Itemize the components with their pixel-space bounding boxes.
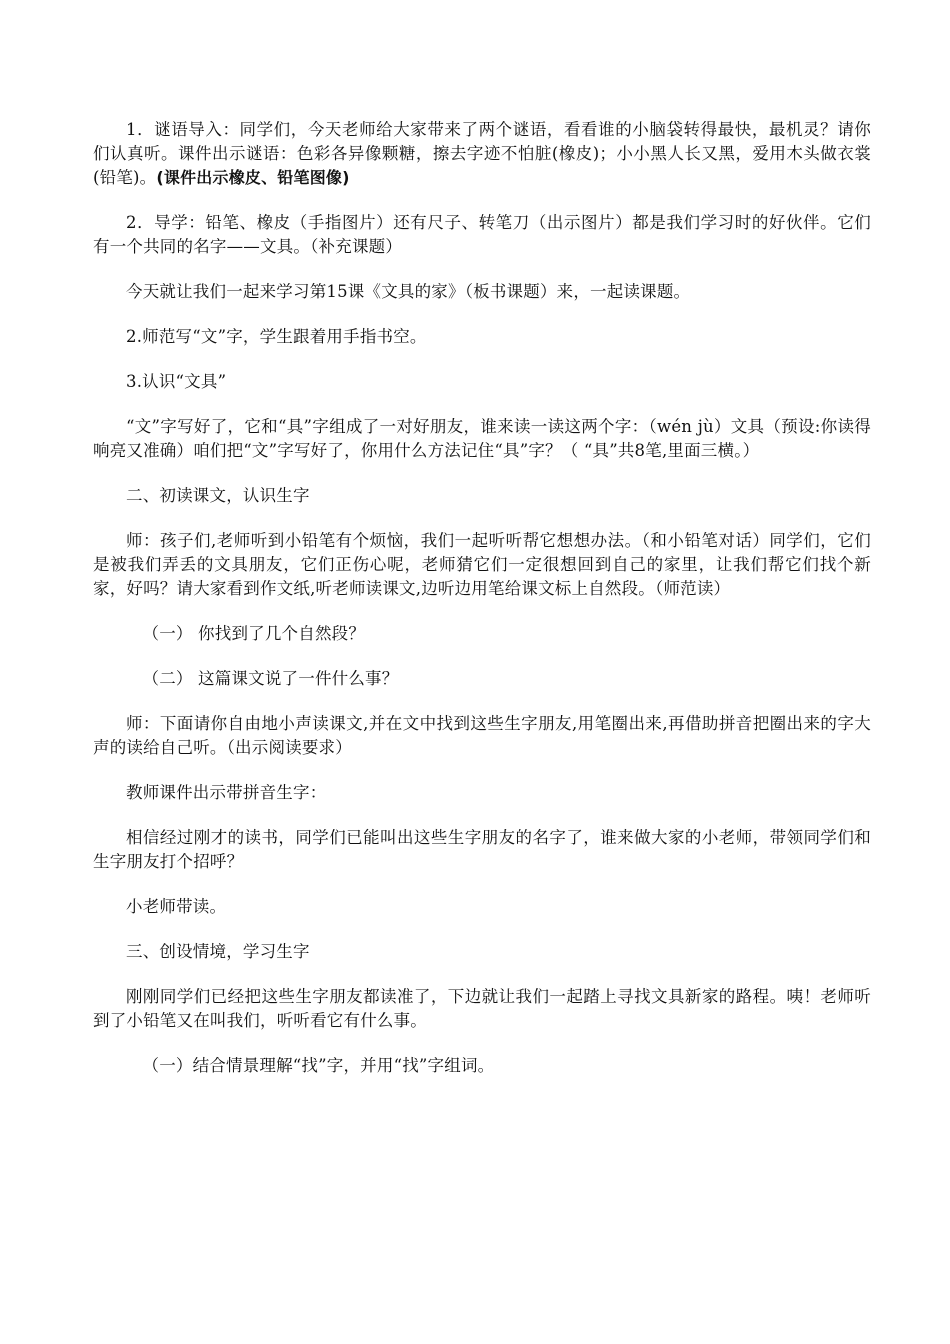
bold-note: (课件出示橡皮、铅笔图像) [156,168,350,187]
question-1: （一） 你找到了几个自然段？ [142,624,366,643]
document-body [93,118,871,1099]
paragraph-teacher-pencil: 师：孩子们,老师听到小铅笔有个烦恼，我们一起听听帮它想想办法。（和小铅笔对话）同学们，它们是被我们弄丢的文具朋友，它们正伤心呢，老师猜它们一定很想回到自己的家里，让我们帮它们找个新家，好吗？请大家看到作文纸,听老师读课文,边听边用笔给课文标上自然段。（师范读） [93,531,871,598]
paragraph-zhao-char: （一）结合情景理解“找”字，并用“找”字组词。 [142,1056,495,1075]
paragraph-guide: 2．导学：铅笔、橡皮（手指图片）还有尺子、转笔刀（出示图片）都是我们学习时的好伙伴。它们有一个共同的名字——文具。（补充课题） [93,213,871,256]
paragraph-lead-read: 小老师带读。 [126,897,227,916]
paragraph-text: 1．谜语导入：同学们，今天老师给大家带来了两个谜语，看看谁的小脑袋转得最快，最机灵？请你们认真听。课件出示谜语：色彩各异像颗糖，擦去字迹不怕脏(橡皮)；小小黑人长又黑，爱用木头做衣裳(铅笔)。 [93,120,871,187]
paragraph-riddle-intro [93,118,871,190]
paragraph-pinyin: 教师课件出示带拼音生字： [126,783,327,802]
question-2: （二） 这篇课文说了一件什么事？ [142,669,399,688]
section-heading-3: 三、创设情境，学习生字 [126,942,310,961]
paragraph-know-wenju: 3.认识“文具” [126,372,227,391]
paragraph-read-aloud: 师：下面请你自由地小声读课文,并在文中找到这些生字朋友,用笔圈出来,再借助拼音把圈出来的字大声的读给自己听。（出示阅读要求） [93,714,871,757]
paragraph-little-teacher: 相信经过刚才的读书，同学们已能叫出这些生字朋友的名字了，谁来做大家的小老师，带领同学们和生字朋友打个招呼？ [93,828,871,871]
paragraph-journey: 刚刚同学们已经把这些生字朋友都读准了，下边就让我们一起踏上寻找文具新家的路程。咦！老师听到了小铅笔又在叫我们，听听看它有什么事。 [93,987,871,1030]
paragraph-write-wen: 2.师范写“文”字，学生跟着用手指书空。 [126,327,427,346]
paragraph-lesson-title: 今天就让我们一起来学习第15课《文具的家》（板书课题）来，一起读课题。 [126,282,691,301]
paragraph-wenju-detail: “文”字写好了，它和“具”字组成了一对好朋友，谁来读一读这两个字：（wén jù）文具（预设:你读得响亮又准确）咱们把“文”字写好了，你用什么方法记住“具”字？（ “具”共8笔,里面三横。） [93,417,871,460]
section-heading-2: 二、初读课文，认识生字 [126,486,310,505]
